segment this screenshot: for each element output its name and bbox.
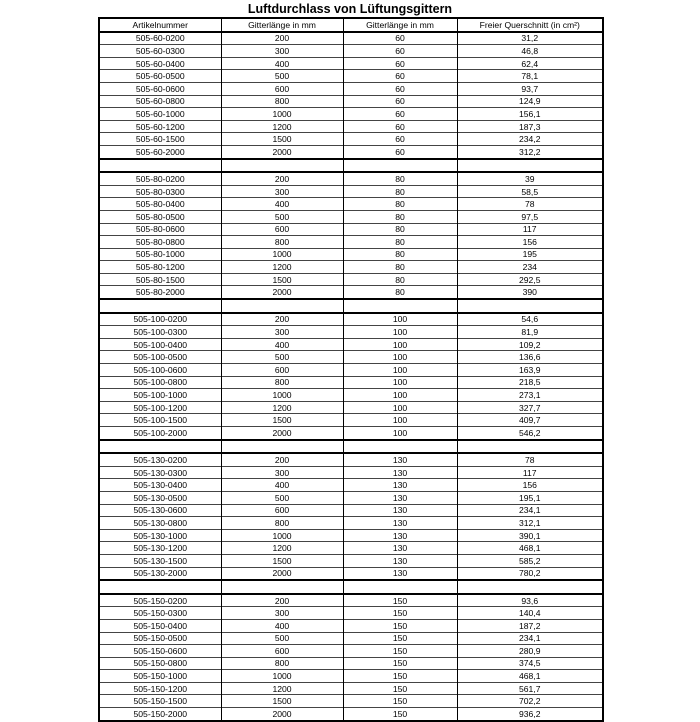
cell-article-number: 505-100-0300 bbox=[99, 326, 221, 339]
cell-grille-length: 500 bbox=[221, 491, 343, 504]
cell-free-cross-section: 117 bbox=[457, 223, 603, 236]
table-row bbox=[99, 657, 603, 670]
cell-free-cross-section: 58,5 bbox=[457, 185, 603, 198]
table-row bbox=[99, 517, 603, 530]
cell-grille-width: 60 bbox=[343, 133, 457, 146]
cell-grille-length: 300 bbox=[221, 607, 343, 620]
cell-free-cross-section: 468,1 bbox=[457, 542, 603, 555]
table-row bbox=[99, 542, 603, 555]
cell-grille-length: 1200 bbox=[221, 120, 343, 133]
cell-grille-length: 500 bbox=[221, 210, 343, 223]
table-row bbox=[99, 172, 603, 185]
cell-grille-length: 800 bbox=[221, 376, 343, 389]
cell-grille-width: 150 bbox=[343, 682, 457, 695]
header-grille-width: Gitterlänge in mm bbox=[343, 18, 457, 32]
cell-free-cross-section: 156 bbox=[457, 479, 603, 492]
cell-article-number: 505-130-1200 bbox=[99, 542, 221, 555]
cell-article-number: 505-100-0400 bbox=[99, 338, 221, 351]
cell-grille-length: 2000 bbox=[221, 567, 343, 580]
cell-grille-length: 1500 bbox=[221, 273, 343, 286]
cell-grille-length: 400 bbox=[221, 338, 343, 351]
table-row bbox=[99, 594, 603, 607]
header-article-number: Artikelnummer bbox=[99, 18, 221, 32]
cell-grille-width: 100 bbox=[343, 389, 457, 402]
cell-grille-length: 1200 bbox=[221, 682, 343, 695]
cell-article-number: 505-80-1000 bbox=[99, 248, 221, 261]
cell-free-cross-section: 156 bbox=[457, 236, 603, 249]
cell-grille-width: 150 bbox=[343, 695, 457, 708]
cell-article-number: 505-130-1000 bbox=[99, 529, 221, 542]
cell-free-cross-section: 546,2 bbox=[457, 427, 603, 440]
cell-free-cross-section: 195 bbox=[457, 248, 603, 261]
separator-cell bbox=[221, 159, 343, 173]
table-header-row bbox=[99, 18, 603, 32]
cell-free-cross-section: 46,8 bbox=[457, 45, 603, 58]
cell-grille-length: 500 bbox=[221, 351, 343, 364]
cell-free-cross-section: 117 bbox=[457, 466, 603, 479]
cell-free-cross-section: 273,1 bbox=[457, 389, 603, 402]
cell-grille-length: 1000 bbox=[221, 529, 343, 542]
cell-grille-length: 600 bbox=[221, 223, 343, 236]
cell-article-number: 505-150-0600 bbox=[99, 645, 221, 658]
cell-free-cross-section: 280,9 bbox=[457, 645, 603, 658]
cell-grille-width: 80 bbox=[343, 223, 457, 236]
cell-free-cross-section: 409,7 bbox=[457, 414, 603, 427]
cell-article-number: 505-150-1500 bbox=[99, 695, 221, 708]
cell-article-number: 505-100-1200 bbox=[99, 401, 221, 414]
cell-grille-width: 60 bbox=[343, 108, 457, 121]
cell-grille-width: 80 bbox=[343, 236, 457, 249]
cell-free-cross-section: 936,2 bbox=[457, 708, 603, 721]
separator-cell bbox=[457, 580, 603, 594]
cell-grille-width: 60 bbox=[343, 57, 457, 70]
cell-free-cross-section: 93,6 bbox=[457, 594, 603, 607]
table-row bbox=[99, 695, 603, 708]
table-row bbox=[99, 351, 603, 364]
cell-free-cross-section: 195,1 bbox=[457, 491, 603, 504]
cell-free-cross-section: 312,1 bbox=[457, 517, 603, 530]
cell-article-number: 505-80-0800 bbox=[99, 236, 221, 249]
cell-grille-width: 80 bbox=[343, 273, 457, 286]
cell-article-number: 505-60-1200 bbox=[99, 120, 221, 133]
cell-grille-length: 800 bbox=[221, 95, 343, 108]
cell-grille-length: 2000 bbox=[221, 708, 343, 721]
cell-free-cross-section: 187,2 bbox=[457, 619, 603, 632]
cell-free-cross-section: 234,1 bbox=[457, 632, 603, 645]
cell-article-number: 505-60-1500 bbox=[99, 133, 221, 146]
table-row bbox=[99, 364, 603, 377]
cell-article-number: 505-80-2000 bbox=[99, 286, 221, 299]
cell-free-cross-section: 218,5 bbox=[457, 376, 603, 389]
cell-grille-width: 60 bbox=[343, 95, 457, 108]
cell-grille-length: 300 bbox=[221, 326, 343, 339]
cell-grille-width: 130 bbox=[343, 453, 457, 466]
cell-free-cross-section: 97,5 bbox=[457, 210, 603, 223]
cell-grille-width: 130 bbox=[343, 517, 457, 530]
table-row bbox=[99, 479, 603, 492]
table-row bbox=[99, 108, 603, 121]
table-row bbox=[99, 529, 603, 542]
cell-grille-width: 80 bbox=[343, 185, 457, 198]
cell-grille-length: 1000 bbox=[221, 248, 343, 261]
separator-cell bbox=[99, 440, 221, 454]
table-row bbox=[99, 45, 603, 58]
cell-grille-length: 600 bbox=[221, 645, 343, 658]
table-row bbox=[99, 427, 603, 440]
table-row bbox=[99, 670, 603, 683]
cell-grille-width: 100 bbox=[343, 376, 457, 389]
table-row bbox=[99, 70, 603, 83]
cell-article-number: 505-130-0800 bbox=[99, 517, 221, 530]
cell-article-number: 505-80-1500 bbox=[99, 273, 221, 286]
cell-free-cross-section: 109,2 bbox=[457, 338, 603, 351]
cell-free-cross-section: 140,4 bbox=[457, 607, 603, 620]
group-separator-row bbox=[99, 440, 603, 454]
table-row bbox=[99, 338, 603, 351]
cell-free-cross-section: 31,2 bbox=[457, 32, 603, 45]
cell-free-cross-section: 78 bbox=[457, 453, 603, 466]
cell-article-number: 505-80-0300 bbox=[99, 185, 221, 198]
cell-free-cross-section: 390 bbox=[457, 286, 603, 299]
table-row bbox=[99, 32, 603, 45]
table-row bbox=[99, 261, 603, 274]
cell-article-number: 505-60-2000 bbox=[99, 145, 221, 158]
separator-cell bbox=[457, 299, 603, 313]
table-row bbox=[99, 504, 603, 517]
cell-grille-width: 130 bbox=[343, 542, 457, 555]
cell-article-number: 505-100-0800 bbox=[99, 376, 221, 389]
cell-article-number: 505-150-0500 bbox=[99, 632, 221, 645]
cell-grille-length: 1200 bbox=[221, 261, 343, 274]
cell-grille-length: 500 bbox=[221, 632, 343, 645]
cell-article-number: 505-100-0600 bbox=[99, 364, 221, 377]
cell-grille-width: 60 bbox=[343, 32, 457, 45]
cell-free-cross-section: 561,7 bbox=[457, 682, 603, 695]
cell-article-number: 505-60-1000 bbox=[99, 108, 221, 121]
cell-grille-length: 400 bbox=[221, 479, 343, 492]
table-row bbox=[99, 210, 603, 223]
cell-article-number: 505-130-0200 bbox=[99, 453, 221, 466]
cell-free-cross-section: 312,2 bbox=[457, 145, 603, 158]
table-row bbox=[99, 273, 603, 286]
table-row bbox=[99, 466, 603, 479]
airflow-table bbox=[98, 17, 604, 722]
cell-grille-width: 150 bbox=[343, 607, 457, 620]
cell-grille-length: 300 bbox=[221, 45, 343, 58]
cell-free-cross-section: 234 bbox=[457, 261, 603, 274]
cell-grille-length: 2000 bbox=[221, 286, 343, 299]
cell-free-cross-section: 78,1 bbox=[457, 70, 603, 83]
group-separator-row bbox=[99, 159, 603, 173]
cell-grille-width: 130 bbox=[343, 466, 457, 479]
cell-article-number: 505-60-0800 bbox=[99, 95, 221, 108]
separator-cell bbox=[99, 580, 221, 594]
table-row bbox=[99, 82, 603, 95]
cell-grille-length: 800 bbox=[221, 657, 343, 670]
cell-article-number: 505-80-0400 bbox=[99, 198, 221, 211]
cell-grille-width: 60 bbox=[343, 45, 457, 58]
cell-grille-length: 300 bbox=[221, 185, 343, 198]
cell-article-number: 505-80-0500 bbox=[99, 210, 221, 223]
cell-grille-width: 60 bbox=[343, 70, 457, 83]
separator-cell bbox=[99, 159, 221, 173]
header-grille-length: Gitterlänge in mm bbox=[221, 18, 343, 32]
cell-article-number: 505-150-1000 bbox=[99, 670, 221, 683]
separator-cell bbox=[457, 159, 603, 173]
cell-free-cross-section: 187,3 bbox=[457, 120, 603, 133]
cell-article-number: 505-150-2000 bbox=[99, 708, 221, 721]
separator-cell bbox=[343, 440, 457, 454]
cell-grille-width: 80 bbox=[343, 198, 457, 211]
cell-free-cross-section: 163,9 bbox=[457, 364, 603, 377]
cell-grille-width: 100 bbox=[343, 414, 457, 427]
cell-grille-length: 600 bbox=[221, 504, 343, 517]
table-row bbox=[99, 326, 603, 339]
cell-grille-length: 200 bbox=[221, 313, 343, 326]
cell-grille-width: 80 bbox=[343, 210, 457, 223]
cell-grille-width: 130 bbox=[343, 491, 457, 504]
group-separator-row bbox=[99, 580, 603, 594]
cell-grille-width: 80 bbox=[343, 286, 457, 299]
cell-free-cross-section: 156,1 bbox=[457, 108, 603, 121]
cell-grille-width: 130 bbox=[343, 504, 457, 517]
cell-free-cross-section: 702,2 bbox=[457, 695, 603, 708]
cell-article-number: 505-130-0600 bbox=[99, 504, 221, 517]
separator-cell bbox=[221, 580, 343, 594]
cell-grille-length: 400 bbox=[221, 57, 343, 70]
cell-article-number: 505-60-0600 bbox=[99, 82, 221, 95]
cell-grille-width: 150 bbox=[343, 645, 457, 658]
header-free-cross-section: Freier Querschnitt (in cm²) bbox=[457, 18, 603, 32]
cell-grille-width: 130 bbox=[343, 529, 457, 542]
cell-article-number: 505-80-0600 bbox=[99, 223, 221, 236]
cell-grille-width: 150 bbox=[343, 632, 457, 645]
cell-grille-length: 1200 bbox=[221, 401, 343, 414]
cell-grille-length: 200 bbox=[221, 32, 343, 45]
table-row bbox=[99, 632, 603, 645]
table-row bbox=[99, 554, 603, 567]
cell-grille-length: 600 bbox=[221, 364, 343, 377]
table-row bbox=[99, 682, 603, 695]
separator-cell bbox=[343, 580, 457, 594]
cell-grille-width: 150 bbox=[343, 708, 457, 721]
table-row bbox=[99, 248, 603, 261]
table-row bbox=[99, 57, 603, 70]
cell-grille-width: 100 bbox=[343, 313, 457, 326]
cell-grille-width: 100 bbox=[343, 364, 457, 377]
cell-free-cross-section: 234,2 bbox=[457, 133, 603, 146]
cell-grille-length: 500 bbox=[221, 70, 343, 83]
cell-article-number: 505-150-0400 bbox=[99, 619, 221, 632]
cell-article-number: 505-100-1500 bbox=[99, 414, 221, 427]
table-row bbox=[99, 185, 603, 198]
cell-free-cross-section: 39 bbox=[457, 172, 603, 185]
cell-grille-length: 400 bbox=[221, 619, 343, 632]
cell-grille-width: 60 bbox=[343, 120, 457, 133]
cell-article-number: 505-60-0300 bbox=[99, 45, 221, 58]
separator-cell bbox=[221, 299, 343, 313]
page-title: Luftdurchlass von Lüftungsgittern bbox=[247, 2, 453, 16]
table-row bbox=[99, 567, 603, 580]
table-row bbox=[99, 414, 603, 427]
separator-cell bbox=[221, 440, 343, 454]
cell-free-cross-section: 78 bbox=[457, 198, 603, 211]
cell-free-cross-section: 585,2 bbox=[457, 554, 603, 567]
cell-article-number: 505-80-0200 bbox=[99, 172, 221, 185]
table-row bbox=[99, 619, 603, 632]
cell-grille-length: 1000 bbox=[221, 670, 343, 683]
table-row bbox=[99, 198, 603, 211]
group-separator-row bbox=[99, 299, 603, 313]
table-row bbox=[99, 376, 603, 389]
cell-grille-length: 1000 bbox=[221, 108, 343, 121]
cell-grille-length: 800 bbox=[221, 517, 343, 530]
cell-grille-width: 60 bbox=[343, 145, 457, 158]
cell-grille-width: 150 bbox=[343, 657, 457, 670]
cell-article-number: 505-150-0200 bbox=[99, 594, 221, 607]
separator-cell bbox=[99, 299, 221, 313]
cell-grille-length: 200 bbox=[221, 172, 343, 185]
cell-grille-width: 100 bbox=[343, 338, 457, 351]
table-body bbox=[99, 32, 603, 721]
cell-grille-width: 80 bbox=[343, 261, 457, 274]
cell-free-cross-section: 292,5 bbox=[457, 273, 603, 286]
separator-cell bbox=[343, 299, 457, 313]
cell-article-number: 505-80-1200 bbox=[99, 261, 221, 274]
cell-grille-length: 1200 bbox=[221, 542, 343, 555]
cell-grille-width: 130 bbox=[343, 479, 457, 492]
cell-grille-length: 2000 bbox=[221, 427, 343, 440]
cell-article-number: 505-130-1500 bbox=[99, 554, 221, 567]
table-row bbox=[99, 313, 603, 326]
cell-grille-length: 1500 bbox=[221, 695, 343, 708]
table-row bbox=[99, 120, 603, 133]
separator-cell bbox=[343, 159, 457, 173]
cell-article-number: 505-130-0400 bbox=[99, 479, 221, 492]
cell-free-cross-section: 124,9 bbox=[457, 95, 603, 108]
cell-free-cross-section: 234,1 bbox=[457, 504, 603, 517]
cell-article-number: 505-150-1200 bbox=[99, 682, 221, 695]
cell-article-number: 505-100-0200 bbox=[99, 313, 221, 326]
cell-free-cross-section: 374,5 bbox=[457, 657, 603, 670]
cell-free-cross-section: 81,9 bbox=[457, 326, 603, 339]
cell-grille-width: 80 bbox=[343, 248, 457, 261]
table-row bbox=[99, 145, 603, 158]
table-row bbox=[99, 223, 603, 236]
table-row bbox=[99, 133, 603, 146]
cell-grille-length: 1500 bbox=[221, 414, 343, 427]
separator-cell bbox=[457, 440, 603, 454]
table-row bbox=[99, 389, 603, 402]
cell-grille-width: 100 bbox=[343, 427, 457, 440]
cell-grille-length: 1500 bbox=[221, 554, 343, 567]
table-row bbox=[99, 491, 603, 504]
cell-article-number: 505-60-0400 bbox=[99, 57, 221, 70]
cell-article-number: 505-130-0300 bbox=[99, 466, 221, 479]
cell-grille-width: 150 bbox=[343, 619, 457, 632]
cell-grille-length: 200 bbox=[221, 594, 343, 607]
cell-grille-length: 600 bbox=[221, 82, 343, 95]
table-row bbox=[99, 286, 603, 299]
cell-grille-length: 400 bbox=[221, 198, 343, 211]
cell-grille-length: 300 bbox=[221, 466, 343, 479]
table-row bbox=[99, 708, 603, 721]
table-row bbox=[99, 95, 603, 108]
cell-free-cross-section: 136,6 bbox=[457, 351, 603, 364]
cell-article-number: 505-100-1000 bbox=[99, 389, 221, 402]
cell-free-cross-section: 93,7 bbox=[457, 82, 603, 95]
cell-grille-width: 130 bbox=[343, 554, 457, 567]
cell-grille-length: 800 bbox=[221, 236, 343, 249]
cell-article-number: 505-100-2000 bbox=[99, 427, 221, 440]
cell-grille-width: 100 bbox=[343, 401, 457, 414]
cell-grille-width: 100 bbox=[343, 351, 457, 364]
cell-free-cross-section: 390,1 bbox=[457, 529, 603, 542]
cell-grille-length: 200 bbox=[221, 453, 343, 466]
table-row bbox=[99, 607, 603, 620]
cell-free-cross-section: 327,7 bbox=[457, 401, 603, 414]
cell-article-number: 505-130-2000 bbox=[99, 567, 221, 580]
cell-grille-length: 1500 bbox=[221, 133, 343, 146]
cell-article-number: 505-130-0500 bbox=[99, 491, 221, 504]
cell-grille-length: 2000 bbox=[221, 145, 343, 158]
cell-grille-width: 150 bbox=[343, 670, 457, 683]
table-row bbox=[99, 236, 603, 249]
cell-article-number: 505-60-0200 bbox=[99, 32, 221, 45]
cell-article-number: 505-100-0500 bbox=[99, 351, 221, 364]
cell-free-cross-section: 468,1 bbox=[457, 670, 603, 683]
cell-grille-width: 150 bbox=[343, 594, 457, 607]
cell-grille-width: 80 bbox=[343, 172, 457, 185]
table-row bbox=[99, 401, 603, 414]
cell-article-number: 505-60-0500 bbox=[99, 70, 221, 83]
table-row bbox=[99, 645, 603, 658]
cell-free-cross-section: 54,6 bbox=[457, 313, 603, 326]
cell-article-number: 505-150-0300 bbox=[99, 607, 221, 620]
table-row bbox=[99, 453, 603, 466]
cell-grille-width: 130 bbox=[343, 567, 457, 580]
cell-grille-length: 1000 bbox=[221, 389, 343, 402]
cell-grille-width: 100 bbox=[343, 326, 457, 339]
cell-grille-width: 60 bbox=[343, 82, 457, 95]
cell-free-cross-section: 780,2 bbox=[457, 567, 603, 580]
cell-free-cross-section: 62,4 bbox=[457, 57, 603, 70]
cell-article-number: 505-150-0800 bbox=[99, 657, 221, 670]
